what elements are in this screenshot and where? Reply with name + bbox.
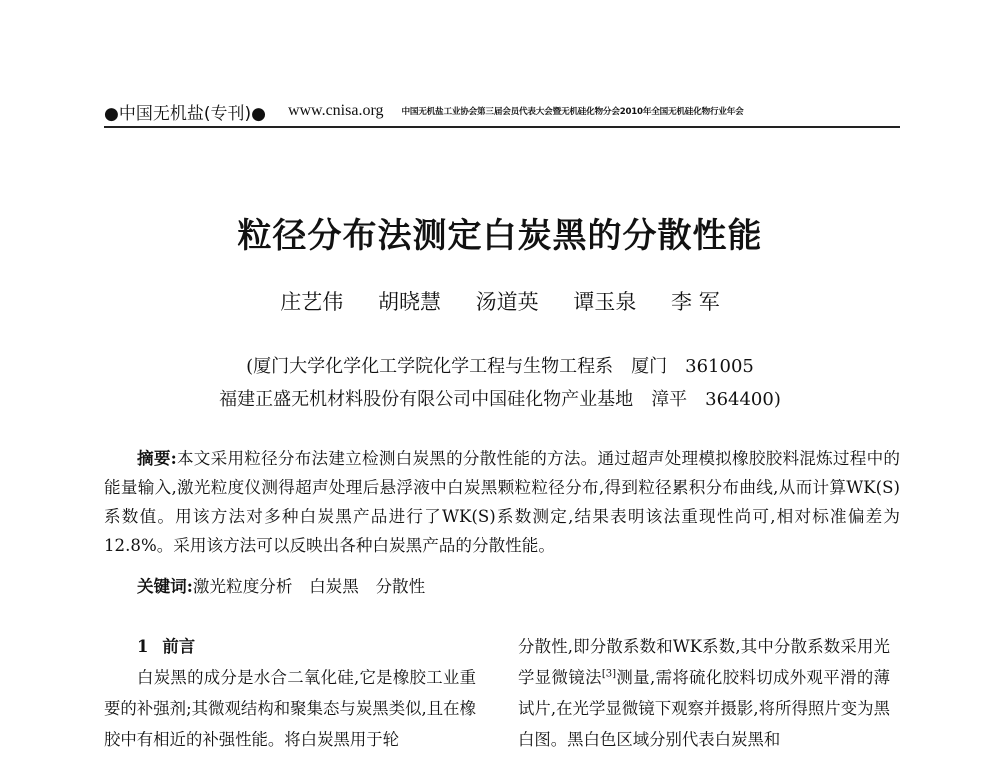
abstract-label: 摘要: <box>137 448 177 468</box>
conference-name: 中国无机盐工业协会第三届会员代表大会暨无机硅化物分会2010年全国无机硅化物行业年会 <box>401 107 744 117</box>
body-paragraph: 白炭黑的成分是水合二氧化硅,它是橡胶工业重要的补强剂;其微观结构和聚集态与炭黑类似,且在橡胶中有相近的补强性能。将白炭黑用于轮 <box>104 668 476 749</box>
section-title: 前言 <box>162 637 196 656</box>
section-number: 1 <box>137 637 149 656</box>
author-name: 庄艺伟 <box>280 290 344 314</box>
citation-ref: [3] <box>601 668 617 680</box>
journal-name: ●中国无机盐(专刊)● <box>104 103 266 124</box>
author-name: 李 军 <box>671 290 720 314</box>
left-column <box>104 631 476 755</box>
affiliation-line-2: 福建正盛无机材料股份有限公司中国硅化物产业基地 漳平 364400) <box>219 389 781 410</box>
right-column <box>518 631 890 755</box>
keywords <box>137 572 837 601</box>
body-text: 测量,需将硫化胶料切成外观平滑的薄试片,在光学显微镜下观察并摄影,将所得照片变为黑白图。黑白色区域分别代表白炭黑和 <box>518 668 891 749</box>
running-header <box>104 96 900 128</box>
website-link[interactable]: www.cnisa.org <box>287 102 384 119</box>
abstract-text: 本文采用粒径分布法建立检测白炭黑的分散性能的方法。通过超声处理模拟橡胶胶料混炼过程中的能量输入,激光粒度仪测得超声处理后悬浮液中白炭黑颗粒粒径分布,得到粒径累积分布曲线,从而计算WK(S)系数值。用该方法对多种白炭黑产品进行了WK(S)系数测定,结果表明该法重现性尚可,相对标准偏差为12.8%。采用该方法可以反映出各种白炭黑产品的分散性能。 <box>104 449 900 555</box>
section-heading <box>104 631 476 662</box>
author-name: 谭玉泉 <box>573 290 637 314</box>
affiliation-line-1: (厦门大学化学化工学院化学工程与生物工程系 厦门 361005 <box>246 356 754 377</box>
paper-title: 粒径分布法测定白炭黑的分散性能 <box>237 216 763 256</box>
body-text: 分散性,即分散系数和WK系数,其中分散系数采用光学显微镜法 <box>518 637 890 687</box>
keywords-text: 激光粒度分析 白炭黑 分散性 <box>192 577 426 596</box>
keywords-label: 关键词: <box>137 576 193 596</box>
author-name: 汤道英 <box>475 290 539 314</box>
abstract <box>104 444 900 560</box>
author-list <box>0 286 1000 316</box>
author-name: 胡晓慧 <box>377 290 441 314</box>
